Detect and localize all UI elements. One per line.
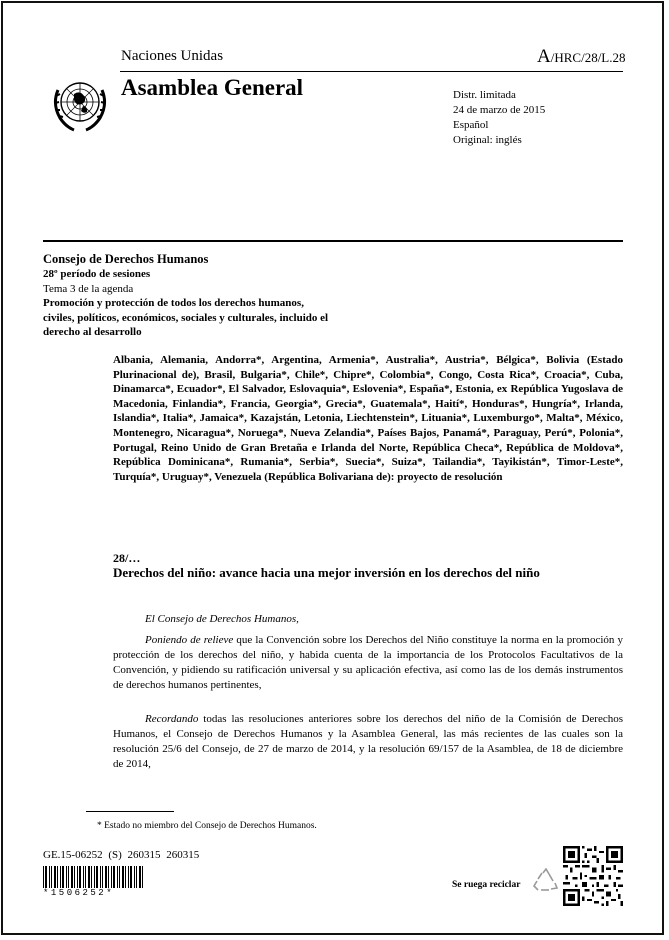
council-name: Consejo de Derechos Humanos bbox=[43, 252, 209, 266]
barcode-number: *1506252* bbox=[43, 888, 115, 898]
organization-name: Naciones Unidas bbox=[121, 48, 224, 64]
section-rule bbox=[43, 240, 623, 242]
recycle-icon bbox=[533, 868, 559, 894]
paragraph-lead: Poniendo de relieve bbox=[145, 634, 234, 646]
paragraph-text: todas las resoluciones anteriores sobre los derechos del niño de la Comisión de Derechos Humanos, el Consejo de Derechos Humanos y la Asamblea General, las más recientes de las cuales son la resolución 25/6 del Consejo, de 27 de marzo de 2014, y la resolución 69/157 de la Asamblea, de 18 de diciembre de 2014, bbox=[113, 713, 623, 770]
meta-block bbox=[43, 267, 333, 340]
symbol-rest: /HRC/28/L.28 bbox=[550, 50, 626, 65]
footnote-rule bbox=[86, 811, 174, 812]
qr-code-icon bbox=[563, 846, 623, 906]
paragraph-text: que la Convención sobre los Derechos del Niño constituye la norma en la promoción y protección de los derechos del niño, y habida cuenta de la importancia de los Protocolos Facultativos de la Convención, y pidiendo su ratificación universal y su aplicación efectiva, así como las de los demás instrumentos de derechos humanos pertinentes, bbox=[113, 634, 623, 691]
sponsors-list: Albania, Alemania, Andorra*, Argentina, Armenia*, Australia*, Austria*, Bélgica*, Bolivia (Estado Plurinacional de), Brasil, Bulgaria*, Chile*, Chipre*, Colombia*, Congo, Costa Rica*, Croacia*, Cuba, Dinamarca*, Ecuador*, El Salvador, Eslovaquia*, Eslovenia*, España*, Estonia, ex República Yugoslava de Macedonia, Finlandia*, Francia, Georgia*, Grecia*, Guatemala*, Haití*, Honduras*, Hungría*, Irlanda, Islandia*, Italia*, Jamaica*, Kazajstán, Letonia, Liechtenstein*, Lituania*, Luxemburgo*, Malta*, México, Montenegro, Nicaragua*, Noruega*, Nueva Zelandia*, Países Bajos, Panamá*, Paraguay, Perú*, Polonia*, Portugal, Reino Unido de Gran Bretaña e Irlanda del Norte, República Checa*, República de Moldova*, República Dominicana*, Rumania*, Serbia*, Suecia*, Suiza*, Tailandia*, Tayikistán*, Timor-Leste*, Turquía*, Uruguay*, Venezuela (República Bolivariana de): proyecto de resolución bbox=[113, 354, 623, 483]
resolution-title: Derechos del niño: avance hacia una mejor inversión en los derechos del niño bbox=[113, 565, 540, 580]
recycle-label: Se ruega reciclar bbox=[452, 880, 521, 890]
agenda-item: Tema 3 de la agenda bbox=[43, 282, 134, 295]
header-rule bbox=[120, 71, 623, 72]
document-symbol bbox=[537, 46, 626, 68]
un-emblem-icon bbox=[50, 76, 110, 132]
barcode-icon bbox=[43, 866, 145, 888]
distribution-block bbox=[453, 88, 545, 148]
session: 28º período de sesiones bbox=[43, 268, 151, 280]
paragraph bbox=[113, 633, 623, 693]
agenda-title: Promoción y protección de todos los derechos humanos, civiles, políticos, económicos, sociales y culturales, incluido el derecho al desarrollo bbox=[43, 297, 329, 338]
paragraph bbox=[113, 712, 623, 772]
footnote: * Estado no miembro del Consejo de Derechos Humanos. bbox=[97, 821, 317, 831]
paragraph-lead: Recordando bbox=[145, 713, 199, 725]
original-language: Original: inglés bbox=[453, 134, 522, 146]
document-number: GE.15-06252 (S) 260315 260315 bbox=[43, 849, 200, 861]
body-title: Asamblea General bbox=[121, 75, 304, 100]
document-date: 24 de marzo de 2015 bbox=[453, 104, 546, 116]
symbol-prefix: A bbox=[537, 46, 551, 67]
resolution-number: 28/… bbox=[113, 551, 141, 565]
paragraph bbox=[113, 612, 623, 627]
paragraph-lead: El Consejo de Derechos Humanos, bbox=[145, 613, 299, 625]
distribution: Distr. limitada bbox=[453, 89, 516, 101]
document-language: Español bbox=[453, 119, 489, 131]
